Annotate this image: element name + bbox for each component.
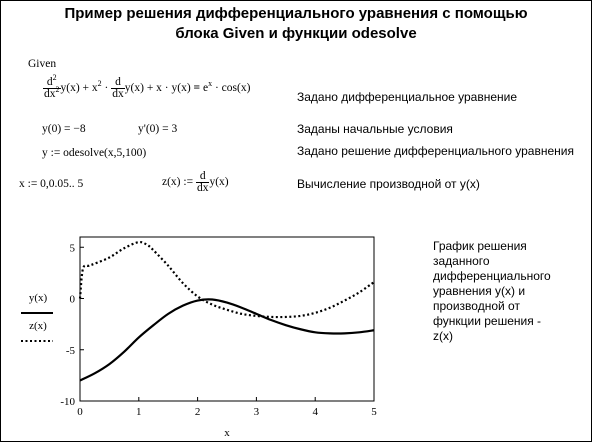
page-title-line1: Пример решения дифференциального уравнения с помощью	[64, 5, 528, 22]
legend-label-y: y(x)	[28, 292, 48, 304]
initial-condition-y[interactable]: y(0) = −8	[42, 123, 86, 135]
x-tick-label: 0	[77, 406, 83, 418]
y-tick-label: -10	[60, 396, 75, 408]
legend-label-z: z(x)	[29, 320, 47, 332]
odesolve-expression[interactable]: y := odesolve(x,5,100)	[42, 147, 147, 159]
initial-condition-dy[interactable]: y'(0) = 3	[138, 123, 178, 135]
graph-note: График решения заданного дифференциального уравнения y(x) и производной от функции решения - z(x)	[433, 239, 551, 343]
solve-note: Задано решение дифференциального уравнения	[297, 144, 574, 158]
series-line-yx	[80, 299, 374, 380]
y-tick-label: -5	[65, 344, 75, 357]
y-tick-label: 5	[69, 242, 75, 255]
x-tick-label: 5	[371, 406, 377, 418]
x-tick-label: 4	[312, 406, 318, 418]
range-variable[interactable]: x := 0,0.05.. 5	[19, 178, 84, 190]
given-keyword[interactable]: Given	[28, 58, 57, 70]
page-title-line2: блока Given и функции odesolve	[175, 25, 417, 42]
initial-conditions-note: Заданы начальные условия	[297, 122, 453, 136]
y-tick-label: 0	[69, 293, 75, 306]
derivative-note: Вычисление производной от y(x)	[297, 177, 480, 191]
series-line-zx	[80, 242, 374, 317]
first-derivative-operator: $\frac{d}{dx}$	[112, 76, 124, 100]
plot-area-frame	[80, 237, 374, 401]
ode-note: Задано дифференциальное уравнение	[297, 90, 518, 104]
x-axis-label: x	[224, 427, 230, 439]
derivative-operator: $\frac{d}{dx}$	[196, 170, 209, 194]
x-tick-label: 1	[136, 406, 142, 418]
ode-expression[interactable]: $\frac{d^2}{dx^2}$ $y(x) + x^2$ · $\frac{d}{dx}$ $y(x) + x \cdot y(x) = e^x \cdot \cos(x)$	[44, 73, 251, 100]
second-derivative-operator: $\frac{d^2}{dx^2}$	[44, 73, 60, 100]
derivative-definition[interactable]: z(x) := $\frac{d}{dx}$ y(x)	[162, 170, 229, 194]
x-tick-label: 3	[253, 406, 260, 418]
ode-term-y: y(x)	[60, 82, 80, 95]
x-tick-label: 2	[194, 406, 201, 418]
solution-chart[interactable]	[1, 1, 592, 443]
